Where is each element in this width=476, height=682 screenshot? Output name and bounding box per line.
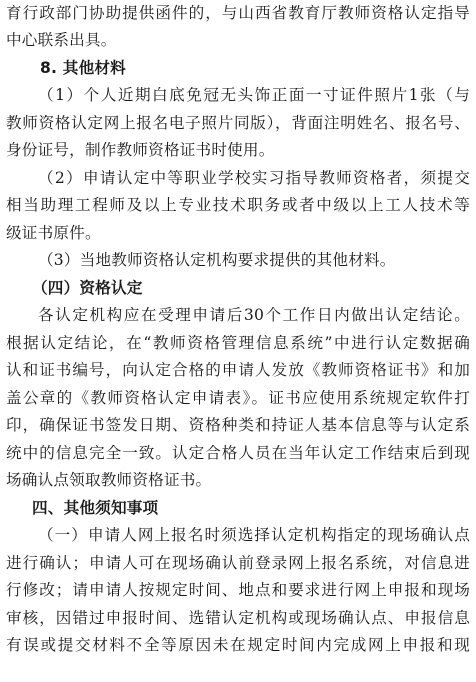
text-line: （一）申请人网上报名时须选择认定机构指定的现场确认点 xyxy=(38,526,470,544)
section-heading: 8. 其他材料 xyxy=(40,59,126,77)
text-line: 育行政部门协助提供函件的，与山西省教育厅教师资格认定指导 xyxy=(6,4,470,22)
text-line: 身份证号，制作教师资格证书时使用。 xyxy=(6,141,275,159)
text-line: 审核，因错过申报时间、选错认定机构或现场确认点、申报信息 xyxy=(6,609,470,627)
text-line: 中心联系出具。 xyxy=(6,31,117,49)
text-line: 行修改；请申请人按规定时间、地点和要求进行网上申报和现场 xyxy=(6,581,470,599)
text-line: 认和证书编号，向认定合格的申请人发放《教师资格证书》和加 xyxy=(6,361,470,379)
text-line: 统中的信息完全一致。认定合格人员在当年认定工作结束后到现 xyxy=(6,444,470,462)
text-line: 级证书原件。 xyxy=(6,224,101,242)
section-heading: 四、其他须知事项 xyxy=(32,499,159,517)
text-line: 教师资格认定网上报名电子照片同版），背面注明姓名、报名号、 xyxy=(6,114,470,132)
text-line: （1）个人近期白底免冠无头饰正面一寸证件照片1张（与 xyxy=(38,86,470,104)
text-line: 进行确认；申请人可在现场确认前登录网上报名系统，对信息进 xyxy=(6,554,470,572)
text-line: （2）申请认定中等职业学校实习指导教师资格者，须提交 xyxy=(38,169,470,187)
text-line: 场确认点领取教师资格证书。 xyxy=(6,471,212,489)
text-line: 相当助理工程师及以上专业技术职务或者中级以上工人技术等 xyxy=(6,196,470,214)
text-line: 有误或提交材料不全等原因未在规定时间内完成网上申报和现 xyxy=(6,636,470,654)
text-line: 根据认定结论，在“教师资格管理信息系统”中进行认定数据确 xyxy=(6,334,470,352)
text-line: 盖公章的《教师资格认定申请表》。证书应使用系统规定软件打 xyxy=(6,389,470,407)
text-line: 各认定机构应在受理申请后30个工作日内做出认定结论。 xyxy=(38,306,470,324)
section-heading: （四）资格认定 xyxy=(32,279,143,297)
text-line: 印，确保证书签发日期、资格种类和持证人基本信息等与认定系 xyxy=(6,416,470,434)
text-line: （3）当地教师资格认定机构要求提供的其他材料。 xyxy=(38,251,396,269)
